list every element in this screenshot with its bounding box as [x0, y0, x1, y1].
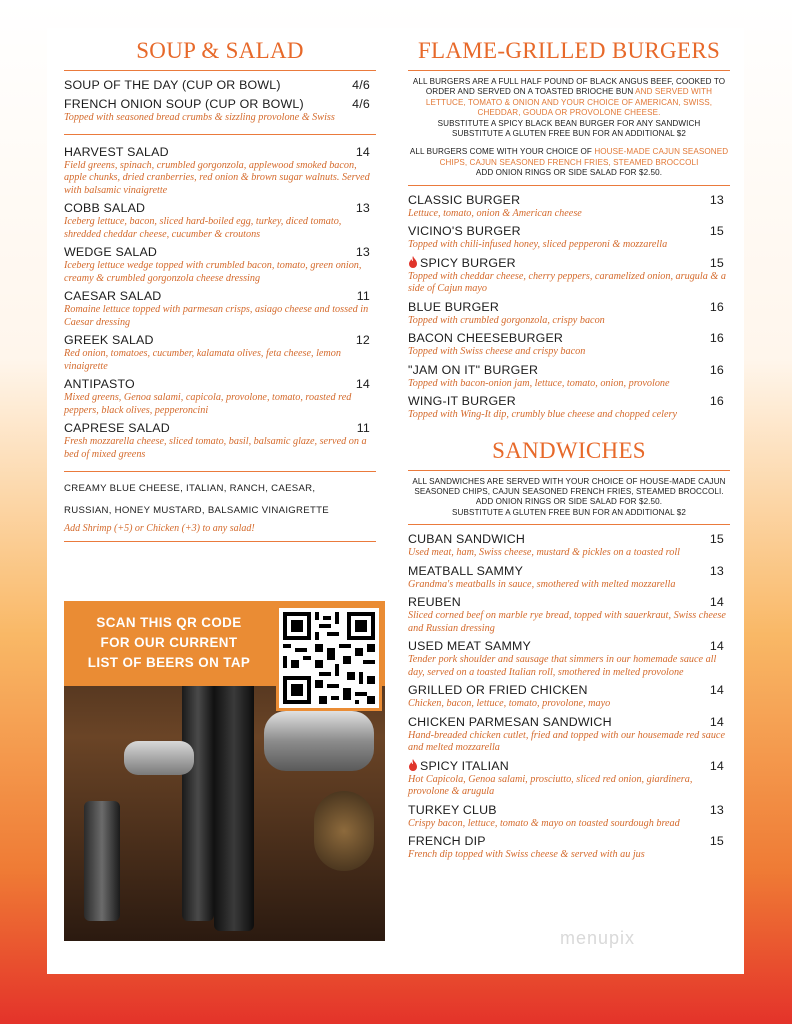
- note-text: SUBSTITUTE A SPICY BLACK BEAN BURGER FOR ANY SANDWICH: [437, 118, 701, 128]
- note-text: ALL SANDWICHES ARE SERVED WITH YOUR CHOICE OF HOUSE-MADE CAJUN SEASONED CHIPS, CAJUN SEASONED FRENCH FRIES, STEAMED BROCCOLI. ADD ONION RINGS OR SIDE SALAD FOR $2.50.: [412, 476, 726, 507]
- item-price: 13: [709, 563, 724, 578]
- burgers-sides-note: [408, 147, 730, 178]
- burgers-title: FLAME-GRILLED BURGERS: [417, 38, 721, 63]
- item-name: HARVEST SALAD: [64, 144, 169, 159]
- item-price: 11: [356, 289, 370, 303]
- item-price: 13: [709, 192, 724, 207]
- item-price: 14: [709, 714, 724, 729]
- item-name: COBB SALAD: [64, 201, 146, 215]
- note-text: ALL BURGERS ARE A FULL HALF POUND OF BLACK ANGUS BEEF, COOKED TO ORDER AND SERVED ON A TOASTED BRIOCHE BUN: [412, 77, 726, 97]
- qr-code-image: [279, 608, 379, 708]
- item-name: REUBEN: [408, 595, 461, 610]
- item-description: Red onion, tomatoes, cucumber, kalamata olives, feta cheese, lemon vinaigrette: [64, 348, 341, 372]
- item-price: 13: [355, 201, 370, 215]
- menu-item: [408, 330, 730, 359]
- beer-line: LIST OF BEERS ON TAP: [87, 655, 251, 670]
- menu-item: [64, 77, 376, 93]
- item-price: 14: [355, 377, 370, 391]
- item-name: SPICY BURGER: [420, 255, 516, 270]
- flame-icon: [408, 256, 418, 268]
- left-column: [64, 36, 376, 548]
- item-price: 14: [709, 639, 724, 654]
- item-description: Chicken, bacon, lettuce, tomato, provolone, mayo: [408, 698, 611, 710]
- menu-item: [64, 288, 376, 329]
- item-price: 12: [355, 333, 370, 347]
- item-name: WEDGE SALAD: [64, 245, 158, 259]
- item-price: 14: [709, 758, 724, 773]
- item-name: USED MEAT SAMMY: [408, 639, 532, 654]
- divider: [408, 524, 730, 525]
- item-description: Romaine lettuce topped with parmesan crisps, asiago cheese and tossed in Caesar dressing: [64, 304, 369, 328]
- menu-item: [408, 638, 730, 679]
- menu-item: [408, 758, 730, 799]
- item-description: Topped with Swiss cheese and crispy bacon: [408, 346, 586, 358]
- item-description: Field greens, spinach, crumbled gorgonzola, applewood smoked bacon, apple chunks, dried cranberries, red onion & brown sugar walnuts. Served with balsamic vinaigrette: [64, 159, 370, 196]
- item-price: 16: [709, 331, 724, 346]
- sandwiches-note: [408, 477, 730, 519]
- item-name: CLASSIC BURGER: [408, 192, 521, 207]
- item-description: Topped with chili-infused honey, sliced pepperoni & mozzarella: [408, 239, 668, 251]
- item-name: TURKEY CLUB: [408, 802, 497, 817]
- item-description: Topped with crumbled gorgonzola, crispy bacon: [408, 314, 605, 326]
- item-description: Topped with seasoned bread crumbs & sizzling provolone & Swiss: [64, 112, 335, 123]
- item-name: CHICKEN PARMESAN SANDWICH: [408, 714, 612, 729]
- item-price: 15: [709, 224, 724, 239]
- item-name: FRENCH ONION SOUP (CUP OR BOWL): [64, 97, 304, 111]
- item-description: Lettuce, tomato, onion & American cheese: [408, 207, 582, 219]
- beer-tap-promo: [64, 601, 385, 941]
- item-description: Tender pork shoulder and sausage that simmers in our homemade sauce all day, served on a toasted Italian roll, smothered in melted provolone: [408, 654, 717, 678]
- burger-list: [408, 192, 730, 422]
- divider: [64, 541, 376, 542]
- item-description: Used meat, ham, Swiss cheese, mustard & pickles on a toasted roll: [408, 547, 681, 559]
- watermark: menupix: [560, 928, 636, 948]
- menu-item: [64, 244, 376, 285]
- item-description: Topped with Wing-It dip, crumbly blue cheese and chopped celery: [408, 409, 677, 421]
- menu-item: [64, 200, 376, 241]
- menu-item: [408, 192, 730, 221]
- menu-item: [408, 563, 730, 592]
- menu-item: [408, 802, 730, 831]
- burgers-note: [408, 77, 730, 139]
- menu-item: [408, 531, 730, 560]
- item-name: CUBAN SANDWICH: [408, 532, 526, 547]
- item-name: BLUE BURGER: [408, 299, 500, 314]
- item-name: GRILLED OR FRIED CHICKEN: [408, 683, 588, 698]
- item-price: 15: [709, 834, 724, 849]
- item-name: WING-IT BURGER: [408, 394, 516, 409]
- note-text-highlight: AND SERVED WITH LETTUCE, TOMATO & ONION AND YOUR CHOICE OF AMERICAN, SWISS, CHEDDAR, GOUDA OR PROVOLONE CHEESE.: [425, 87, 713, 118]
- item-description: Crispy bacon, lettuce, tomato & mayo on toasted sourdough bread: [408, 817, 680, 829]
- item-name: CAPRESE SALAD: [64, 421, 170, 435]
- menu-item: [408, 594, 730, 635]
- note-text: SUBSTITUTE A GLUTEN FREE BUN FOR AN ADDITIONAL $2: [452, 129, 686, 139]
- item-price: 14: [355, 144, 370, 159]
- divider: [408, 470, 730, 471]
- item-description: Hand-breaded chicken cutlet, fried and topped with our housemade red sauce and melted mozzarella: [408, 729, 725, 754]
- item-description: Hot Capicola, Genoa salami, prosciutto, sliced red onion, giardinera, provolone & arugula: [408, 773, 693, 798]
- menu-item: [408, 682, 730, 711]
- item-price: 15: [709, 255, 724, 270]
- item-price: 16: [709, 362, 724, 377]
- menu-item: [408, 393, 730, 422]
- menu-item: [64, 332, 376, 373]
- note-text: SUBSTITUTE A GLUTEN FREE BUN FOR AN ADDITIONAL $2: [452, 507, 686, 517]
- menu-item: [408, 362, 730, 391]
- menu-item: [408, 255, 730, 296]
- item-name: SPICY ITALIAN: [420, 758, 509, 773]
- item-description: Grandma's meatballs in sauce, smothered with melted mozzarella: [408, 578, 676, 590]
- menu-item: [64, 420, 376, 461]
- tap-handle: [214, 661, 254, 931]
- item-name: ANTIPASTO: [64, 377, 135, 391]
- qr-code[interactable]: [276, 605, 382, 711]
- divider: [64, 134, 376, 135]
- menu-item: [64, 144, 376, 198]
- menu-item: [408, 833, 730, 862]
- menu-item: [408, 714, 730, 755]
- item-description: Sliced corned beef on marble rye bread, topped with sauerkraut, Swiss cheese and Russian dressing: [408, 610, 726, 634]
- item-name: BACON CHEESEBURGER: [408, 331, 564, 346]
- item-name: SOUP OF THE DAY (CUP OR BOWL): [64, 78, 281, 92]
- menu-item: [64, 96, 376, 125]
- item-price: 14: [709, 595, 724, 610]
- item-description: Iceberg lettuce, bacon, sliced hard-boiled egg, turkey, diced tomato, shredded cheddar cheese, cucumber & croutons: [64, 216, 342, 240]
- divider: [64, 471, 376, 472]
- divider: [408, 185, 730, 186]
- salad-list: [64, 144, 376, 462]
- tap-handle: [84, 801, 120, 921]
- item-description: Topped with cheddar cheese, cherry peppers, caramelized onion, arugula & a side of Cajun mayo: [408, 270, 726, 295]
- item-description: Topped with bacon-onion jam, lettuce, tomato, onion, provolone: [408, 377, 670, 389]
- tap-faucet: [124, 741, 194, 775]
- item-name: MEATBALL SAMMY: [408, 563, 524, 578]
- item-price: 13: [709, 802, 724, 817]
- dressing-list: RUSSIAN, HONEY MUSTARD, BALSAMIC VINAIGRETTE: [64, 505, 329, 516]
- item-name: GREEK SALAD: [64, 333, 154, 347]
- note-text: ALL BURGERS COME WITH YOUR CHOICE OF: [409, 147, 595, 157]
- tap-faucet: [264, 711, 374, 771]
- item-description: Fresh mozzarella cheese, sliced tomato, basil, balsamic glaze, served on a bed of mixed greens: [64, 436, 367, 460]
- right-column: [408, 36, 730, 865]
- menu-item: [408, 299, 730, 328]
- sandwiches-title: SANDWICHES: [492, 437, 646, 463]
- item-price: 11: [356, 421, 370, 435]
- beer-line: FOR OUR CURRENT: [100, 635, 238, 650]
- salad-addon-note: Add Shrimp (+5) or Chicken (+3) to any salad!: [64, 523, 255, 534]
- beer-line: SCAN THIS QR CODE: [96, 615, 242, 630]
- menu-item: [64, 376, 376, 417]
- dressing-list: CREAMY BLUE CHEESE, ITALIAN, RANCH, CAESAR,: [64, 483, 316, 494]
- item-description: Iceberg lettuce wedge topped with crumbled bacon, tomato, green onion, creamy & crumbled gorgonzola cheese dressing: [64, 260, 362, 284]
- note-text: ADD ONION RINGS OR SIDE SALAD FOR $2.50.: [475, 168, 663, 178]
- item-price: 4/6: [352, 97, 370, 111]
- soup-salad-title: SOUP & SALAD: [136, 38, 304, 63]
- item-price: 16: [709, 394, 724, 409]
- item-description: French dip topped with Swiss cheese & served with au jus: [408, 849, 645, 861]
- item-price: 4/6: [352, 78, 370, 92]
- item-name: VICINO'S BURGER: [408, 224, 521, 239]
- item-name: FRENCH DIP: [408, 834, 486, 849]
- tap-handle: [182, 661, 214, 921]
- item-description: Mixed greens, Genoa salami, capicola, provolone, tomato, roasted red peppers, black olives, pepperoncini: [64, 392, 352, 416]
- item-price: 16: [709, 299, 724, 314]
- divider: [408, 70, 730, 71]
- tap-faucet: [314, 791, 374, 871]
- menu-item: [408, 223, 730, 252]
- beer-banner-text: [74, 613, 264, 673]
- divider: [64, 70, 376, 71]
- item-name: CAESAR SALAD: [64, 289, 162, 303]
- item-price: 14: [709, 683, 724, 698]
- item-price: 15: [709, 532, 724, 547]
- flame-icon: [408, 759, 418, 771]
- item-price: 13: [355, 245, 370, 259]
- item-name: "JAM ON IT" BURGER: [408, 362, 539, 377]
- note-text-highlight: HOUSE-MADE CAJUN SEASONED CHIPS, CAJUN SEASONED FRENCH FRIES, STEAMED BROCCOLI: [439, 147, 729, 167]
- sandwich-list: [408, 531, 730, 862]
